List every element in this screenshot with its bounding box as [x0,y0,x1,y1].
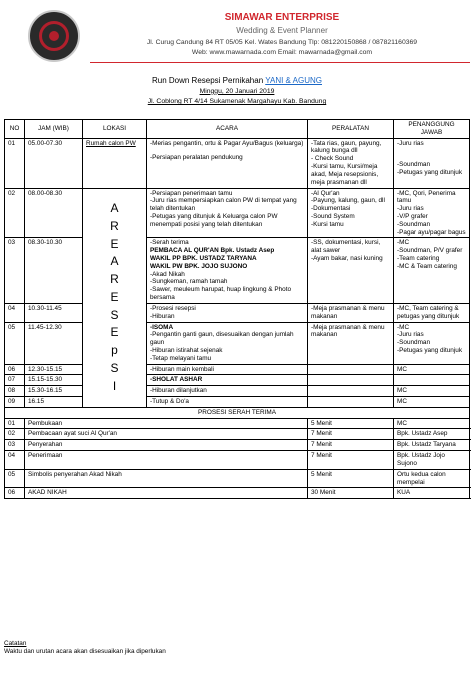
row-equipment [308,238,394,304]
company-name: SIMAWAR ENTERPRISE [224,12,340,23]
spacer [397,147,466,154]
event-venue: Jl. Coblong RT 4/14 Sukamenak Margahayu Kab. Bandung [147,98,327,106]
equipment-line: -Meja prasmanan & menu makanan [311,323,385,339]
pj-line: -Juru rias [397,331,424,339]
agenda-line: -Persiapan penerimaan tamu [150,189,233,197]
area-letter: E [110,325,119,340]
row-person-in-charge [394,138,470,188]
row-time: 15.15-15.30 [25,375,83,386]
equipment-line: -Payung, kalung, gaun, dll [311,197,385,205]
pj-line: -Juru rias [397,205,424,213]
prosesi-pj: Bpk. Ustadz Jojo Sujono [394,451,470,470]
equipment-line: -SS, dokumentasi, kursi, alat sawer [311,239,381,255]
row-agenda [147,386,308,397]
area-letter: A [110,254,119,269]
prosesi-item: Pembukaan [25,418,308,429]
row-number: 07 [5,375,25,386]
table-header-row [5,120,470,139]
equipment-line: -Ayam bakar, nasi kuning [311,255,383,262]
col-header-jam: JAM (WIB) [25,120,83,139]
row-equipment [308,375,394,386]
agenda-line: -Tetap melayani tamu [150,354,212,362]
area-resepsi-cell [83,188,147,407]
pj-line: -Team catering [397,255,440,262]
rundown-body [5,138,470,407]
row-person-in-charge [394,397,470,408]
prosesi-item: Penerimaan [25,451,308,470]
pj-line: -MC [397,323,410,331]
pj-line: -V/P grafer [397,212,428,220]
row-number: 01 [5,138,25,188]
prosesi-item: Simbolis penyerahan Akad Nikah [25,469,308,488]
table-row [5,238,470,304]
area-letter: p [111,343,118,358]
spacer [150,147,304,154]
document-header [0,76,474,106]
row-number: 02 [5,188,25,238]
agenda-line: -Pengantin ganti gaun, disesuaikan dengan jumlah gaun [150,331,294,347]
prosesi-duration: 7 Menit [308,440,394,451]
row-number: 08 [5,386,25,397]
agenda-line: WAKIL PW BPK. JOJO SUJONO [150,262,248,270]
col-header-no: NO [5,120,25,139]
pj-line: -Pagar ayu/pagar bagus [397,228,466,236]
row-number: 05 [5,322,25,364]
area-letter: E [110,289,119,304]
row-agenda [147,238,308,304]
document-title [0,76,474,86]
row-location: Rumah calon PW [83,138,147,188]
pj-line: -Soundman [397,220,431,228]
agenda-line: -Petugas yang ditunjuk & Keluarga calon PW menempati posisi yang telah ditentukan [150,212,278,228]
pj-line: -MC, Qori, Penerima tamu [397,189,456,205]
company-address: Jl. Curug Candung 84 RT 05/05 Kel. Wates Bandung Tlp: 081220150868 / 087821160369 [146,38,418,46]
row-equipment [308,397,394,408]
row-time: 11.45-12.30 [25,322,83,364]
pj-line: -Petugas yang ditunjuk [397,346,463,354]
prosesi-item: Pembacaan ayat suci Al Qur'an [25,429,308,440]
row-agenda [147,303,308,322]
table-row [5,375,470,386]
equipment-line: - Check Sound [311,155,354,163]
col-header-peralatan: PERALATAN [308,120,394,139]
row-equipment [308,303,394,322]
table-row [5,138,470,188]
prosesi-duration: 5 Menit [308,469,394,488]
col-header-lokasi: LOKASI [83,120,147,139]
logo-rose-icon [49,31,59,41]
prosesi-number: 06 [5,488,25,499]
agenda-line: -Hiburan dilanjutkan [150,387,207,395]
equipment-line: -Sound System [311,212,355,220]
header-divider [90,62,470,63]
row-equipment [308,386,394,397]
row-number: 09 [5,397,25,408]
row-person-in-charge [394,375,470,386]
row-equipment [308,188,394,238]
agenda-line: -Juru rias mempersiapkan calon PW di tempat yang telah ditentukan [150,197,297,213]
row-time: 16.15 [25,397,83,408]
table-row [5,188,470,238]
area-letter: R [110,272,119,287]
row-number: 03 [5,238,25,304]
pj-line: -MC, Team catering & petugas yang ditunjuk [397,304,460,320]
agenda-line: -ISOMA [150,323,174,331]
rundown-table [4,119,470,499]
company-tagline: Wedding & Event Planner [236,26,328,36]
row-person-in-charge [394,303,470,322]
letterhead [0,0,474,68]
row-person-in-charge [394,238,470,304]
prosesi-pj: KUA [394,488,470,499]
prosesi-row [5,469,470,488]
prosesi-row [5,451,470,470]
prosesi-pj: Ortu kedua calon mempelai [394,469,470,488]
agenda-line: -Sawer, meuleum harupat, huap lingkung & Photo bersama [150,286,292,302]
agenda-line: -Tutup & Do'a [150,398,189,405]
row-time: 12.30-15.15 [25,364,83,375]
row-time: 05.00-07.30 [25,138,83,188]
agenda-line: -Merias pengantin, ortu & Pagar Ayu/Bagus (keluarga) [150,139,304,147]
pj-line: -MC & Team catering [397,262,457,270]
prosesi-number: 04 [5,451,25,470]
company-web: Web: www.mawarnada.com Email: mawarnada@gmail.com [191,49,373,57]
agenda-line: -Hiburan istirahat sejenak [150,346,223,354]
agenda-line: -SHOLAT ASHAR [150,376,203,384]
equipment-line: -Kursi tamu, Kursi/meja akad, Meja resepsionis, meja prasmanan dll [311,163,379,186]
pj-line: -Petugas yang ditunjuk [397,169,463,177]
agenda-line: PEMBACA AL QUR'AN Bpk. Ustadz Asep [150,247,275,255]
area-letter: R [110,218,119,233]
area-letter: S [110,360,119,375]
prosesi-number: 05 [5,469,25,488]
table-row [5,322,470,364]
notes-label: Catatan [4,640,27,647]
col-header-pj: PENANGGUNG JAWAB [394,120,470,139]
prosesi-duration: 7 Menit [308,451,394,470]
prosesi-title: PROSESI SERAH TERIMA [5,407,470,418]
row-agenda [147,188,308,238]
pj-line: -Soundman [397,161,431,169]
col-header-acara: ACARA [147,120,308,139]
spacer [397,154,466,161]
area-letter: I [112,378,117,393]
prosesi-duration: 5 Menit [308,418,394,429]
row-agenda [147,364,308,375]
notes-text: Waktu dan urutan acara akan disesuaikan jika diperlukan [4,647,166,655]
row-person-in-charge [394,322,470,364]
row-person-in-charge [394,188,470,238]
couple-names: YANI & AGUNG [265,76,322,85]
prosesi-duration: 30 Menit [308,488,394,499]
prosesi-item: Penyerahan [25,440,308,451]
company-info [90,12,474,58]
equipment-line: -Kursi tamu [311,220,344,228]
prosesi-item: AKAD NIKAH [25,488,308,499]
table-row [5,386,470,397]
prosesi-row [5,488,470,499]
agenda-line: -Hiburan [150,312,175,320]
prosesi-row [5,440,470,451]
pj-line: MC [397,365,407,373]
row-equipment [308,138,394,188]
row-time: 08.30-10.30 [25,238,83,304]
equipment-line: -Dokumentasi [311,205,351,213]
company-logo [28,10,80,62]
pj-line: -Juru rias [397,139,424,147]
agenda-line: -Hiburan main kembali [150,365,214,373]
prosesi-pj: Bpk. Ustadz Taryana [394,440,470,451]
area-letter: S [110,307,119,322]
row-agenda [147,138,308,188]
agenda-line: WAKIL PP BPK. USTADZ TARYANA [150,255,257,262]
event-date: Minggu, 20 Januari 2019 [199,87,275,95]
prosesi-number: 02 [5,429,25,440]
row-number: 06 [5,364,25,375]
row-time: 15.30-16.15 [25,386,83,397]
prosesi-number: 01 [5,418,25,429]
area-letter: A [110,201,119,216]
area-letter: E [110,236,119,251]
row-agenda [147,397,308,408]
prosesi-row [5,418,470,429]
prosesi-number: 03 [5,440,25,451]
pj-line: MC [397,398,407,405]
prosesi-pj: MC [394,418,470,429]
agenda-line: -Akad Nikah [150,270,185,278]
table-row [5,364,470,375]
row-agenda [147,322,308,364]
prosesi-pj: Bpk. Ustadz Asep [394,429,470,440]
prosesi-body [5,407,470,498]
notes [4,640,469,656]
pj-line: MC [397,387,407,395]
row-person-in-charge [394,386,470,397]
agenda-line: -Prosesi resepsi [150,304,196,312]
table-row [5,303,470,322]
row-time: 10.30-11.45 [25,303,83,322]
prosesi-duration: 7 Menit [308,429,394,440]
row-number: 04 [5,303,25,322]
row-equipment [308,322,394,364]
equipment-line: -Tata rias, gaun, payung, kalung bunga dll [311,139,382,155]
agenda-line: -Persiapan peralatan pendukung [150,154,243,162]
agenda-line: -Serah terima [150,239,189,247]
row-equipment [308,364,394,375]
pj-line: -Soundman, P/V grafer [397,247,463,255]
title-prefix: Run Down Resepsi Pernikahan [151,76,266,85]
row-agenda [147,375,308,386]
prosesi-title-row [5,407,470,418]
pj-line: -Soundman [397,339,431,347]
row-time: 08.00-08.30 [25,188,83,238]
table-row [5,397,470,408]
row-person-in-charge [394,364,470,375]
prosesi-row [5,429,470,440]
pj-line: -MC [397,239,410,247]
equipment-line: -Meja prasmanan & menu makanan [311,304,385,320]
agenda-line: -Sungkeman, ramah tamah [150,278,228,286]
equipment-line: -Al Qur'an [311,189,340,197]
